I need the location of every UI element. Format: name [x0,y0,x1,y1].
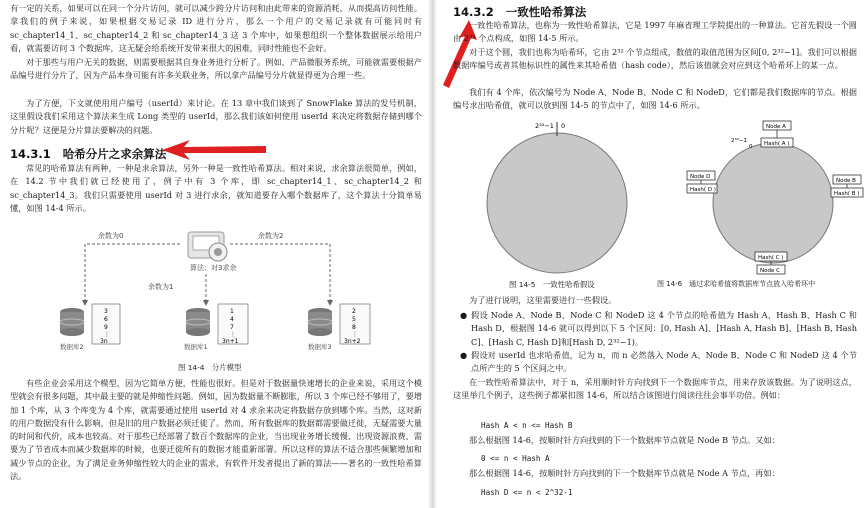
db2-value: 9 [104,324,108,331]
left-page [0,0,428,508]
db1-value: ⋮ [230,331,236,338]
bullet-text: 假设 Node A、Node B、Node C 和 NodeD 这 4 个节点的哈希值为 Hash A、Hash B、Hash C 和 Hash D，根据图 14-6 就可以得到以下 5 个区间：[0, Hash A]、[Hash A, Hash B]、[Hash B, Hash C]、[Hash C, Hash D]和[Hash D, 2³²−1)。 [471,310,857,347]
db1-value: 1 [230,308,234,315]
algo-label: 算法：对3求余 [190,264,237,272]
hash-d-label: Hash( D ) [690,187,716,193]
figure-14-6-caption: 图 14-6 通过求哈希值将数据库节点放入哈希环中 [657,280,816,288]
section-title: 哈希分片之求余算法 [62,147,167,161]
intro-paragraph: 有一定的关系，如果可以在同一个分片访问，就可以减少跨分片访问和由此带来的资源消耗，从而提高访问性能。拿我们的例子来说，如果根据交易记录 ID 进行分片，那么一个用户的交易记录就有可能同时有 sc_chapter14_1、sc_chapter14_2 和 sc_chapter14_3 这 3 个库中，如果想组织一个整体数据展示给用户看，就需要访问 3 个数据库，这无疑会给系统开发带来很大的困难，同时性能也不会好。 [10,3,422,53]
paragraph-consistent-hash-intro: 一致性哈希算法，也称为一致性哈希算法，它是 1997 年麻省理工学院提出的一种算法。它首先假设一个圆由 2³² 个点构成，如图 14-5 所示。 [453,20,857,44]
bullet-userid-hash: ● 假设对 userId 也求哈希值，记为 n，而 n 必然落入 Node A、Node B、Node C 和 NodeD 这 4 个节点所产生的 5 个区间之中。 [460,350,857,374]
paragraph-scalability: 有些企业会采用这个模型，因为它简单方便，性能也很好。但是对于数据量快速增长的企业来说，采用这个模型就会有很多问题，其中最主要的就是伸缩性问题。例如，因为数据量不断膨胀，所以 3 个库已经不够用了，要增加 1 个库，从 3 个库变为 4 个库，就需要通过使用 userId 对 4 求余来决定将数据存放到哪个库。当然，这对新的用户数据没有什么影响，但是旧的用户数据必须迁徙了。然而，所有数据库的数据都需要做迁徙，无疑需要大量的时间和代价，成本也较高。对于那些已经部署了数百个数据库的企业，当出现业务增长缓慢、出现资源浪费、需要为了节省成本而减少数据库的时候，也要迁徙所有的数据才能重新部署。所以这样的算法不适合那些频繁增加和减少节点的企业，为了满足业务伸缩性较大的企业的需求，有软件开发者提出了新的算法——著名的一致性哈希算法。 [10,378,422,482]
hash-c-label: Hash( C ) [758,255,784,261]
label-remainder-0: 余数为0 [98,232,124,240]
db3-icon [308,308,332,336]
paragraph-userid: 为了方便，下文就使用用户编号（userId）来讨论。在 13 章中我们谈到了 SnowFlake 算法的发号机制，这里假设我们采用这个算法来生成 Long 类型的 userId，那么我们该如何使用 userId 来决定将数据存储到哪个分片呢？这便是分片算法要解决的问题。 [10,98,422,135]
hash-ring-circle [487,133,627,273]
hash-b-label: Hash( B ) [834,191,860,197]
db2-formula: 3n [100,338,108,345]
db3-value: 5 [352,316,356,323]
node-b-label: Node B [836,178,856,184]
ring-circle [713,143,833,263]
app-server-icon [188,232,227,261]
db2-value: 6 [104,316,108,323]
hash-a-label: Hash( A ) [764,141,790,147]
figure-14-4-caption: 图 14-4 分片模型 [178,363,242,372]
bullet-hash-intervals: ● 假设 Node A、Node B、Node C 和 NodeD 这 4 个节点的哈希值为 Hash A、Hash B、Hash C 和 Hash D，根据图 14-6 就可以得到以下 5 个区间：[0, Hash A]、[Hash A, Hash B]、[Hash B, Hash C]、[Hash C, Hash D]和[Hash D, 2³²−1)。 [460,310,857,347]
section-title: 一致性哈希算法 [505,5,587,19]
db1-formula: 3n+1 [222,338,239,345]
db1-label: 数据库1 [184,343,208,351]
figure-14-6-nodes-on-ring [685,118,865,278]
paragraph-product-sharding: 对于那些与用户无关的数据，则需要根据其自身业务进行分析了。例如，产品微服务系统，可能就需要根据产品编号进行分片了，因为产品本身可能有许多关联业务，所以拿产品编号分片就显得更为合理一些。 [10,57,422,81]
db2-icon [60,308,84,336]
db2-label: 数据库2 [60,343,84,351]
fig6-zero-label: 0 [749,144,753,150]
ring-top-label: 2³²−1 [535,122,554,130]
node-a-label: Node A [766,124,786,130]
db1-value: 7 [230,324,234,331]
db3-value: 8 [352,324,356,331]
db1-icon [186,308,210,336]
db1-value: 4 [230,316,234,323]
code-example-2: 0 <= n < Hash A [481,454,550,463]
paragraph-node-b: 那么根据图 14-6，按顺时针方向找到的下一个数据库节点就是 Node B 节点。又如： [469,435,780,445]
paragraph-node-a: 那么根据图 14-6，按顺时针方向找到的下一个数据库节点就是 Node A 节点，再如： [469,468,780,478]
figure-14-5-caption: 图 14-5 一致性哈希假设 [509,280,595,289]
paragraph-assumptions: 为了进行说明，这里需要进行一些假设。 [469,295,617,305]
figure-14-4-shard-model [30,222,400,362]
db3-value: ⋮ [352,331,358,338]
db3-value: 2 [352,308,356,315]
section-number: 14.3.2 [453,5,494,19]
bullet-text: 假设对 userId 也求哈希值，记为 n，而 n 必然落入 Node A、Node B、Node C 和 NodeD 这 4 个节点所产生的 5 个区间之中。 [471,350,857,374]
node-d-label: Node D [690,174,711,180]
paragraph-four-nodes: 我们有 4 个库，依次编号为 Node A、Node B、Node C 和 NodeD，它们都是我们数据库的节点。根据编号求出哈希值，就可以放到图 14-5 的节点中了，如图 14-6 所示。 [453,87,857,111]
label-remainder-1: 余数为1 [148,283,174,291]
label-remainder-2: 余数为2 [258,232,284,240]
right-page [437,0,865,508]
node-c-label: Node C [760,268,780,274]
fig6-top-label: 2³²−1 [731,138,748,144]
paragraph-clockwise: 在一致性哈希算法中，对于 n，采用顺时针方向找到下一个数据库节点，用来存放该数据。为了说明这点，这里举几个例子，这些例子都紧扣图 14-6，所以结合该图进行阅读往往会事半功倍。例如： [453,377,857,401]
db3-formula: 3n+2 [344,338,361,345]
code-example-1: Hash A < n <= Hash B [481,421,573,430]
ring-zero-label: 0 [561,122,566,130]
db2-value: 3 [104,308,108,315]
db3-label: 数据库3 [308,343,332,351]
red-arrow-annotation-left [160,138,270,162]
section-heading-14-3-1 [10,146,166,162]
figure-14-5-hash-ring [477,118,637,278]
paragraph-hash-ring: 对于这个圆，我们也称为哈希环，它由 2³² 个节点组成，数值的取值范围为区间[0, 2³²−1]。我们可以根据数据库编号或者其他标识性的属性来其哈希值（hash code），然后该值就会对应到这个哈希环上的某一点。 [453,47,857,71]
db2-value: ⋮ [104,331,110,338]
paragraph-modulo: 常见的哈希算法有两种，一种是求余算法，另外一种是一致性哈希算法。相对来说，求余算法很简单，例如，在 14.2 节中我们就已经使用了，例子中有 3 个库，即 sc_chapter14_1、sc_chapter14_2 和 sc_chapter14_3。我们只需要使用 userId 对 3 进行求余，就知道要存入哪个数据库了，这个算法十分简单易懂，如图 14-4 所示。 [10,163,422,213]
section-number: 14.3.1 [10,147,51,161]
code-example-3: Hash D <= n < 2^32-1 [481,488,573,497]
book-gutter [428,0,437,508]
